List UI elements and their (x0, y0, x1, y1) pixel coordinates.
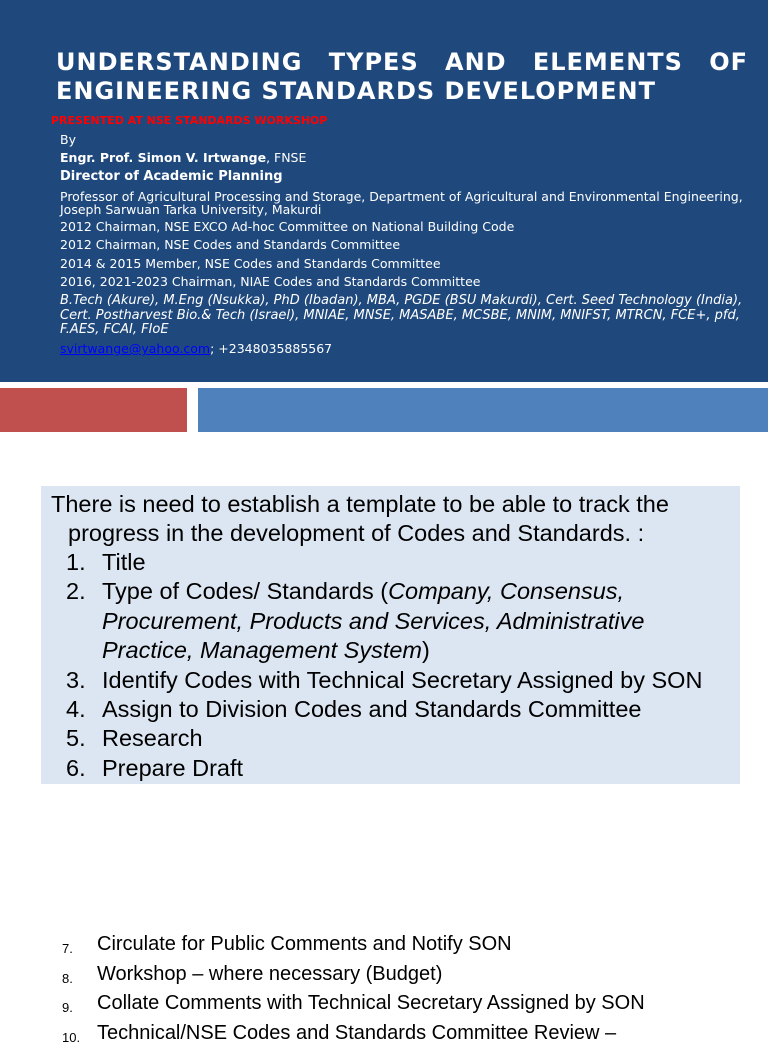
role-line: 2016, 2021-2023 Chairman, NIAE Codes and Standards Committee (60, 275, 750, 289)
list-item (66, 666, 736, 695)
item-text: Prepare Draft (102, 754, 736, 783)
item-number: 5. (66, 724, 102, 753)
accent-bar-red (0, 388, 187, 432)
qualifications: B.Tech (Akure), M.Eng (Nsukka), PhD (Ibadan), MBA, PGDE (BSU Makurdi), Cert. Seed Technology (India), Cert. Postharvest Bio.& Tech (Israel), MNIAE, MNSE, MASABE, MCSBE, MNIM, MNIFST, MTRCN, FCE+, pfd, F.AES, FCAI, FIoE (60, 294, 750, 338)
item-text: Assign to Division Codes and Standards Committee (102, 695, 736, 724)
item-number: 8. (62, 962, 97, 992)
list-item (66, 754, 736, 783)
steps-list (66, 548, 736, 783)
accent-bar-blue (198, 388, 768, 432)
item-text: Identify Codes with Technical Secretary Assigned by SON (102, 666, 736, 695)
item-text: Technical/NSE Codes and Standards Committee Review – (97, 1021, 616, 1050)
author-suffix: , FNSE (266, 150, 306, 165)
role-line: 2012 Chairman, NSE Codes and Standards Committee (60, 238, 750, 252)
item-text: Research (102, 724, 736, 753)
author-professorship: Professor of Agricultural Processing and Storage, Department of Agricultural and Environmental Engineering, Joseph Sarwuan Tarka University, Makurdi (60, 190, 750, 216)
intro-line: progress in the development of Codes and Standards. : (51, 519, 731, 548)
presented-at-label: PRESENTED AT NSE STANDARDS WORKSHOP (51, 114, 327, 128)
item-text: Workshop – where necessary (Budget) (97, 962, 442, 992)
item-number: 2. (66, 577, 102, 665)
list-item (62, 1021, 762, 1050)
list-item (62, 932, 762, 962)
list-item (66, 548, 736, 577)
email-link[interactable]: svirtwange@yahoo.com (60, 341, 210, 356)
phone-number: ; +2348035885567 (210, 341, 332, 356)
intro-text (51, 490, 731, 548)
steps-list-continued (62, 932, 762, 1050)
slide-title: UNDERSTANDING TYPES AND ELEMENTS OF ENGINEERING STANDARDS DEVELOPMENT (56, 48, 748, 106)
item-text (102, 577, 736, 665)
intro-line: There is need to establish a template to be able to track the (51, 490, 731, 519)
item-number: 4. (66, 695, 102, 724)
list-item (66, 724, 736, 753)
contact-line (60, 342, 750, 356)
item-text: Collate Comments with Technical Secretary Assigned by SON (97, 991, 645, 1021)
list-item (66, 577, 736, 665)
author-line (60, 151, 750, 165)
list-item (62, 962, 762, 992)
item-number: 3. (66, 666, 102, 695)
item-number: 10. (62, 1021, 97, 1050)
item-number: 6. (66, 754, 102, 783)
title-banner (0, 0, 768, 382)
item-text-pre: Type of Codes/ Standards ( (102, 578, 388, 604)
item-number: 9. (62, 991, 97, 1021)
role-line: 2012 Chairman, NSE EXCO Ad-hoc Committee on National Building Code (60, 220, 750, 234)
author-position: Director of Academic Planning (60, 170, 750, 184)
item-text-post: ) (422, 637, 430, 663)
list-item (62, 991, 762, 1021)
item-text: Circulate for Public Comments and Notify SON (97, 932, 512, 962)
role-line: 2014 & 2015 Member, NSE Codes and Standards Committee (60, 257, 750, 271)
item-text-italic: Company, Consensus, Procurement, Products and Services, Administrative Practice, Management System (102, 578, 644, 663)
list-item (66, 695, 736, 724)
item-number: 7. (62, 932, 97, 962)
author-name: Engr. Prof. Simon V. Irtwange (60, 150, 266, 165)
by-label: By (60, 133, 750, 147)
item-number: 1. (66, 548, 102, 577)
item-text: Title (102, 548, 736, 577)
